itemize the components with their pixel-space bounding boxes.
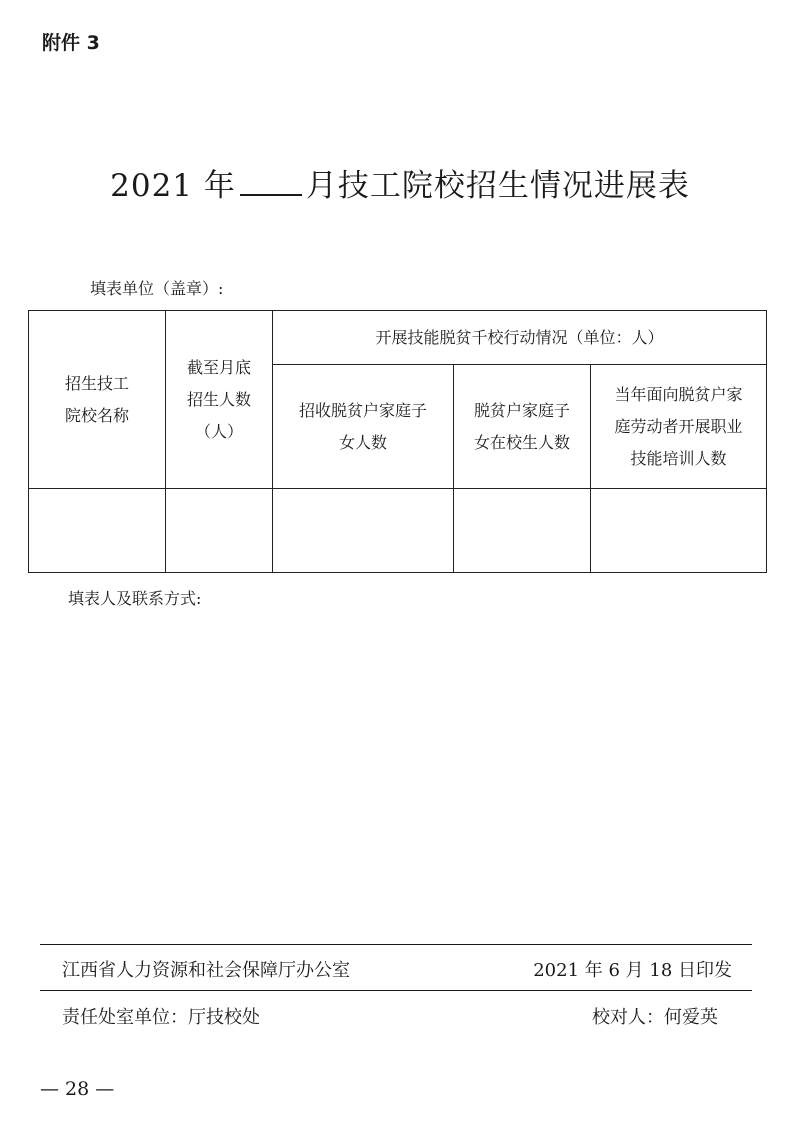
enrollment-table xyxy=(28,310,767,573)
table-row xyxy=(29,489,767,573)
page-title xyxy=(0,160,800,205)
responsible-dept: 责任处室单位：厅技校处 xyxy=(62,1007,260,1028)
footer-rule-middle xyxy=(40,990,752,991)
issuer-name: 江西省人力资源和社会保障厅办公室 xyxy=(62,960,350,981)
proofreader: 校对人：何爱英 xyxy=(592,1007,718,1028)
header-poor-women-enrolled: 招收脱贫户家庭子 女人数 xyxy=(273,365,454,489)
contact-label: 填表人及联系方式: xyxy=(68,589,202,608)
title-suffix: 月技工院校招生情况进展表 xyxy=(305,168,690,204)
cell-enrolled-count[interactable] xyxy=(166,489,273,573)
header-vocational-training: 当年面向脱贫户家 庭劳动者开展职业 技能培训人数 xyxy=(591,365,767,489)
attachment-label: 附件 3 xyxy=(42,32,100,54)
header-enrolled-count: 截至月底 招生人数 （人） xyxy=(166,311,273,489)
header-poor-children-in-school: 脱贫户家庭子 女在校生人数 xyxy=(454,365,591,489)
fill-unit-label: 填表单位（盖章）: xyxy=(90,279,224,298)
header-school-name: 招生技工 院校名称 xyxy=(29,311,166,489)
page-number: — 28 — xyxy=(40,1078,115,1100)
cell-poor-children-in-school[interactable] xyxy=(454,489,591,573)
footer-rule-top xyxy=(40,944,752,945)
issue-date: 2021 年 6 月 18 日印发 xyxy=(533,960,732,981)
cell-poor-women-enrolled[interactable] xyxy=(273,489,454,573)
title-prefix: 2021 年 xyxy=(110,168,236,204)
header-group-title: 开展技能脱贫千校行动情况（单位：人） xyxy=(273,311,767,365)
cell-school-name[interactable] xyxy=(29,489,166,573)
month-blank xyxy=(240,168,302,196)
cell-vocational-training[interactable] xyxy=(591,489,767,573)
